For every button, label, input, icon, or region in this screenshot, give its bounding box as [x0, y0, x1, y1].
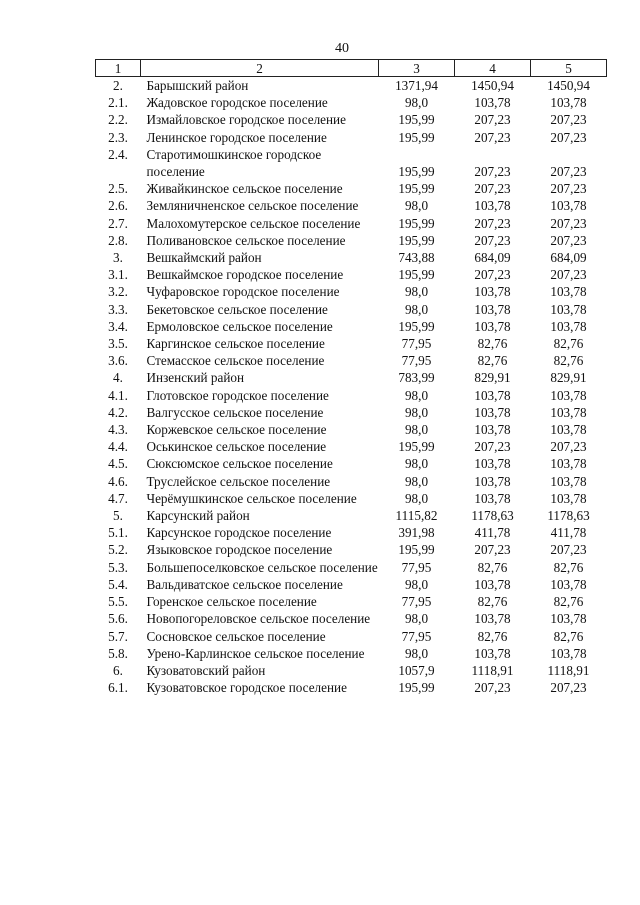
- row-number: 2.: [113, 78, 123, 93]
- row-number: 4.2.: [108, 404, 128, 420]
- row-name: Ленинское городское поселение: [146, 129, 327, 145]
- row-value-col4: 103,78: [474, 645, 511, 661]
- row-value-col3: 195,99: [398, 318, 435, 334]
- table-row: [96, 576, 607, 593]
- row-value-col5: 103,78: [550, 404, 587, 420]
- row-value-col3: 77,95: [401, 594, 432, 610]
- row-value-col5: 207,23: [550, 164, 587, 180]
- row-value-col4: 103,78: [474, 404, 511, 420]
- row-name: Измайловское городское поселение: [146, 112, 346, 128]
- row-value-col5: 207,23: [550, 112, 587, 128]
- row-value-col4: 103,78: [474, 95, 511, 111]
- row-value-col4: 1450,94: [471, 78, 514, 93]
- table-row: [96, 146, 607, 180]
- row-number: 2.3.: [108, 129, 128, 145]
- row-value-col3: 195,99: [398, 164, 435, 180]
- row-value-col3: 98,0: [404, 404, 429, 420]
- row-value-col3: 195,99: [398, 232, 435, 248]
- row-name: Земляничненское сельское поселение: [146, 198, 359, 214]
- row-value-col5: 207,23: [550, 129, 587, 145]
- row-value-col4: 684,09: [474, 250, 511, 266]
- row-number: 4.5.: [108, 456, 128, 472]
- row-value-col4: 82,76: [477, 559, 508, 575]
- row-value-col4: 103,78: [474, 490, 511, 506]
- row-value-col5: 207,23: [550, 267, 587, 283]
- row-number: 4.4.: [108, 439, 128, 455]
- row-value-col3: 98,0: [404, 490, 429, 506]
- table-row: [96, 318, 607, 335]
- row-value-col3: 77,95: [401, 559, 432, 575]
- row-name: Кузоватовское городское поселение: [146, 680, 347, 696]
- table-body: [96, 77, 607, 697]
- row-number: 3.5.: [108, 336, 128, 352]
- row-name: Вешкаймское городское поселение: [146, 267, 344, 283]
- row-value-col3: 195,99: [398, 680, 435, 696]
- row-name: Карсунский район: [146, 508, 250, 524]
- row-value-col3: 98,0: [404, 422, 429, 438]
- row-value-col3: 98,0: [404, 95, 429, 111]
- row-number: 4.3.: [108, 422, 128, 438]
- table-row: [96, 524, 607, 541]
- row-value-col4: 103,78: [474, 198, 511, 214]
- row-name: Барышский район: [146, 78, 249, 93]
- row-number: 5.6.: [108, 611, 128, 627]
- row-value-col5: 207,23: [550, 542, 587, 558]
- table-row: [96, 215, 607, 232]
- row-value-col4: 1118,91: [471, 662, 514, 678]
- row-value-col5: 82,76: [553, 353, 584, 369]
- row-value-col3: 77,95: [401, 336, 432, 352]
- row-value-col3: 195,99: [398, 181, 435, 197]
- row-value-col4: 103,78: [474, 422, 511, 438]
- row-value-col4: 207,23: [474, 439, 511, 455]
- row-number: 2.1.: [108, 95, 128, 111]
- row-value-col4: 103,78: [474, 284, 511, 300]
- page-number: 40: [335, 41, 349, 56]
- table-row: [96, 352, 607, 369]
- row-value-col3: 195,99: [398, 267, 435, 283]
- table-row: [96, 94, 607, 111]
- row-value-col4: 103,78: [474, 576, 511, 592]
- row-value-col4: 103,78: [474, 387, 511, 403]
- row-value-col5: 103,78: [550, 198, 587, 214]
- table-row: [96, 369, 607, 386]
- row-value-col3: 1115,82: [395, 508, 438, 524]
- row-value-col5: 411,78: [550, 525, 587, 541]
- row-value-col5: 1178,63: [547, 508, 590, 524]
- table-row: [96, 490, 607, 507]
- table-row: [96, 404, 607, 421]
- row-value-col4: 207,23: [474, 542, 511, 558]
- row-name: Черёмушкинское сельское поселение: [146, 490, 357, 506]
- row-value-col5: 684,09: [550, 250, 587, 266]
- table-row: [96, 180, 607, 197]
- table-row: [96, 473, 607, 490]
- row-name: Бекетовское сельское поселение: [146, 301, 328, 317]
- table-row: [96, 249, 607, 266]
- row-value-col5: 103,78: [550, 645, 587, 661]
- row-value-col3: 195,99: [398, 129, 435, 145]
- row-name: Чуфаровское городское поселение: [146, 284, 340, 300]
- row-value-col5: 207,23: [550, 680, 587, 696]
- row-value-col3: 783,99: [398, 370, 435, 386]
- row-value-col3: 98,0: [404, 611, 429, 627]
- row-value-col3: 195,99: [398, 215, 435, 231]
- row-number: 2.2.: [108, 112, 128, 128]
- row-value-col4: 103,78: [474, 318, 511, 334]
- row-value-col5: 82,76: [553, 336, 584, 352]
- row-value-col5: 207,23: [550, 232, 587, 248]
- row-name: Горенское сельское поселение: [146, 594, 317, 610]
- row-number: 3.2.: [108, 284, 128, 300]
- row-number: 4.1.: [108, 387, 128, 403]
- row-value-col3: 77,95: [401, 353, 432, 369]
- row-number: 2.8.: [108, 232, 128, 248]
- row-value-col4: 1178,63: [471, 508, 514, 524]
- row-value-col3: 195,99: [398, 542, 435, 558]
- row-name: Вешкаймский район: [146, 250, 262, 266]
- row-name: Глотовское городское поселение: [146, 387, 329, 403]
- row-value-col5: 103,78: [550, 490, 587, 506]
- table-row: [96, 662, 607, 679]
- table-row: [96, 301, 607, 318]
- row-name: Жадовское городское поселение: [146, 95, 328, 111]
- row-value-col4: 207,23: [474, 680, 511, 696]
- row-value-col3: 195,99: [398, 439, 435, 455]
- table-row: [96, 507, 607, 524]
- row-value-col5: 103,78: [550, 95, 587, 111]
- table-row: [96, 628, 607, 645]
- row-value-col5: 103,78: [550, 284, 587, 300]
- row-number: 2.4.: [108, 146, 128, 162]
- header-col-4: 4: [455, 60, 531, 77]
- row-value-col5: 1450,94: [547, 78, 590, 93]
- row-value-col3: 98,0: [404, 198, 429, 214]
- table-header-row: [96, 60, 607, 77]
- row-name: Инзенский район: [146, 370, 245, 386]
- row-value-col4: 82,76: [477, 594, 508, 610]
- row-name: Каргинское сельское поселение: [146, 336, 325, 352]
- header-col-2: 2: [141, 60, 379, 77]
- row-number: 5.3.: [108, 559, 128, 575]
- table-row: [96, 387, 607, 404]
- header-col-3: 3: [379, 60, 455, 77]
- row-name: Большепоселковское сельское поселение: [146, 559, 378, 575]
- row-value-col5: 103,78: [550, 456, 587, 472]
- table-row: [96, 541, 607, 558]
- table-row: [96, 559, 607, 576]
- table-row: [96, 283, 607, 300]
- row-value-col4: 103,78: [474, 611, 511, 627]
- row-value-col5: 103,78: [550, 301, 587, 317]
- table-row: [96, 438, 607, 455]
- row-value-col5: 82,76: [553, 594, 584, 610]
- row-value-col5: 103,78: [550, 422, 587, 438]
- row-value-col4: 207,23: [474, 232, 511, 248]
- row-name: Коржевское сельское поселение: [146, 422, 327, 438]
- row-name: Новопогореловское сельское поселение: [146, 611, 371, 627]
- table-row: [96, 645, 607, 662]
- row-name: Труслейское сельское поселение: [146, 473, 331, 489]
- row-number: 5.: [113, 508, 123, 524]
- row-number: 5.2.: [108, 542, 128, 558]
- row-value-col5: 207,23: [550, 181, 587, 197]
- row-number: 6.1.: [108, 680, 128, 696]
- row-number: 5.5.: [108, 594, 128, 610]
- table-row: [96, 266, 607, 283]
- table-row: [96, 421, 607, 438]
- row-value-col3: 195,99: [398, 112, 435, 128]
- row-value-col4: 207,23: [474, 267, 511, 283]
- allocation-table: [95, 59, 607, 696]
- row-value-col3: 98,0: [404, 301, 429, 317]
- table-row: [96, 77, 607, 95]
- row-value-col5: 82,76: [553, 559, 584, 575]
- row-number: 5.4.: [108, 576, 128, 592]
- table-row: [96, 197, 607, 214]
- table-row: [96, 593, 607, 610]
- row-number: 5.8.: [108, 645, 128, 661]
- row-name: Поливановское сельское поселение: [146, 232, 346, 248]
- row-value-col3: 98,0: [404, 387, 429, 403]
- row-value-col3: 98,0: [404, 645, 429, 661]
- row-number: 6.: [113, 662, 123, 678]
- row-value-col5: 103,78: [550, 318, 587, 334]
- row-value-col5: 207,23: [550, 215, 587, 231]
- row-name: Оськинское сельское поселение: [146, 439, 327, 455]
- row-number: 2.7.: [108, 215, 128, 231]
- row-number: 3.3.: [108, 301, 128, 317]
- row-value-col5: 103,78: [550, 387, 587, 403]
- table-row: [96, 111, 607, 128]
- row-value-col3: 1057,9: [398, 662, 435, 678]
- row-value-col3: 77,95: [401, 628, 432, 644]
- row-value-col4: 103,78: [474, 456, 511, 472]
- table-row: [96, 129, 607, 146]
- row-value-col3: 743,88: [398, 250, 435, 266]
- row-value-col4: 829,91: [474, 370, 511, 386]
- row-value-col5: 103,78: [550, 576, 587, 592]
- row-value-col4: 103,78: [474, 473, 511, 489]
- row-value-col5: 82,76: [553, 628, 584, 644]
- row-value-col5: 103,78: [550, 473, 587, 489]
- row-value-col3: 98,0: [404, 456, 429, 472]
- row-name: Валгусское сельское поселение: [146, 404, 324, 420]
- row-value-col4: 207,23: [474, 164, 511, 180]
- row-value-col5: 1118,91: [547, 662, 590, 678]
- row-value-col4: 207,23: [474, 112, 511, 128]
- row-value-col4: 103,78: [474, 301, 511, 317]
- row-name: Старотимошкинское городское поселение: [146, 146, 322, 180]
- table-row: [96, 679, 607, 696]
- row-name: Сюксюмское сельское поселение: [146, 456, 333, 472]
- row-name: Малохомутерское сельское поселение: [146, 215, 361, 231]
- row-value-col3: 98,0: [404, 473, 429, 489]
- row-number: 3.4.: [108, 318, 128, 334]
- row-name: Стемасское сельское поселение: [146, 353, 325, 369]
- row-value-col5: 207,23: [550, 439, 587, 455]
- row-number: 3.6.: [108, 353, 128, 369]
- row-value-col3: 391,98: [398, 525, 435, 541]
- row-number: 4.: [113, 370, 123, 386]
- row-value-col5: 829,91: [550, 370, 587, 386]
- row-name: Кузоватовский район: [146, 662, 266, 678]
- row-name: Языковское городское поселение: [146, 542, 333, 558]
- row-name: Урено-Карлинское сельское поселение: [146, 645, 365, 661]
- row-number: 5.1.: [108, 525, 128, 541]
- row-value-col4: 411,78: [474, 525, 511, 541]
- row-name: Живайкинское сельское поселение: [146, 181, 343, 197]
- row-value-col3: 1371,94: [395, 78, 438, 93]
- row-value-col4: 207,23: [474, 129, 511, 145]
- table-row: [96, 610, 607, 627]
- row-number: 4.7.: [108, 490, 128, 506]
- row-number: 3.1.: [108, 267, 128, 283]
- row-value-col4: 82,76: [477, 336, 508, 352]
- header-col-5: 5: [531, 60, 607, 77]
- row-number: 5.7.: [108, 628, 128, 644]
- row-value-col4: 207,23: [474, 215, 511, 231]
- table-row: [96, 455, 607, 472]
- row-number: 3.: [113, 250, 123, 266]
- row-name: Сосновское сельское поселение: [146, 628, 326, 644]
- row-value-col4: 82,76: [477, 353, 508, 369]
- row-value-col3: 98,0: [404, 576, 429, 592]
- row-value-col4: 82,76: [477, 628, 508, 644]
- header-col-1: 1: [96, 60, 141, 77]
- row-name: Вальдиватское сельское поселение: [146, 576, 343, 592]
- row-value-col4: 207,23: [474, 181, 511, 197]
- row-number: 2.5.: [108, 181, 128, 197]
- row-number: 4.6.: [108, 473, 128, 489]
- row-name: Карсунское городское поселение: [146, 525, 332, 541]
- table-row: [96, 335, 607, 352]
- row-number: 2.6.: [108, 198, 128, 214]
- table-row: [96, 232, 607, 249]
- row-name: Ермоловское сельское поселение: [146, 318, 333, 334]
- row-value-col3: 98,0: [404, 284, 429, 300]
- row-value-col5: 103,78: [550, 611, 587, 627]
